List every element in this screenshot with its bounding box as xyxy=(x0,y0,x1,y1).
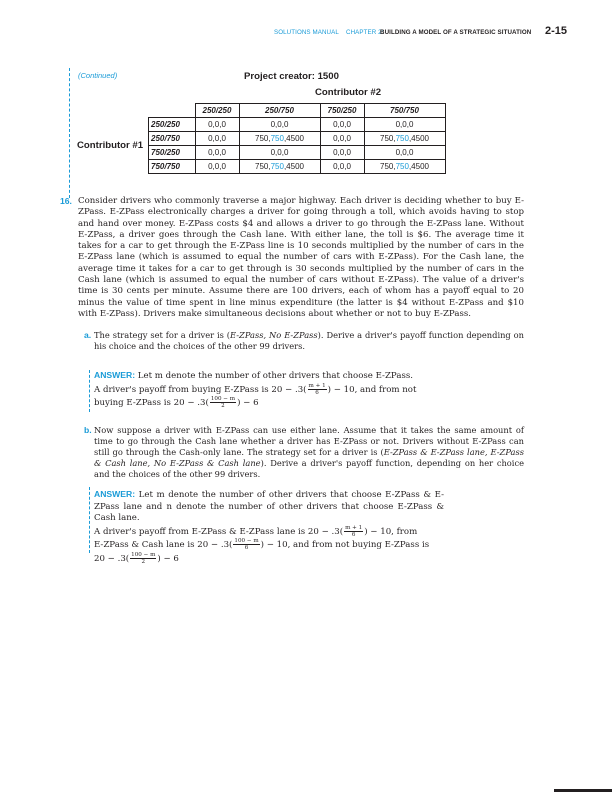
numerator: 100 − m xyxy=(234,538,259,545)
payoff-part: 750, xyxy=(255,134,271,143)
row-header: 750/250 xyxy=(149,146,196,160)
answer-b-line4a: 20 − .3( xyxy=(94,553,130,564)
table-cell xyxy=(239,132,320,146)
continued-marker xyxy=(69,68,70,198)
answer-a-line1 xyxy=(94,370,444,383)
part-a-label: a. xyxy=(84,330,92,340)
header-manual: SOLUTIONS MANUAL xyxy=(274,29,339,36)
fraction xyxy=(233,538,259,551)
part-a-post: ). Derive a driver's payoff function depending on his choice and the choices of the other 99 drivers. xyxy=(94,330,524,351)
table-corner xyxy=(149,104,196,118)
denominator: 6 xyxy=(315,389,319,396)
answer-b-intro: Let m denote the number of other drivers that choose E-ZPass & E-ZPass lane and n denote the number of other drivers that choose E-ZPass & Cash lane. xyxy=(94,490,445,524)
header-chapter: CHAPTER 2: xyxy=(346,29,384,36)
payoff-part: 750 xyxy=(270,134,284,143)
table-cell xyxy=(364,132,445,146)
payoff-part: ,4500 xyxy=(283,162,304,171)
numerator: m + 1 xyxy=(345,524,363,531)
col-header: 750/750 xyxy=(364,104,445,118)
payoff-part: 750 xyxy=(395,134,409,143)
table-cell xyxy=(364,160,445,174)
answer-a-label: ANSWER: xyxy=(94,370,136,380)
denominator: 6 xyxy=(351,531,356,538)
part-a-text xyxy=(94,330,524,352)
header-title: BUILDING A MODEL OF A STRATEGIC SITUATION xyxy=(380,29,532,36)
answer-a-line3a: buying E-ZPass is 20 − .3( xyxy=(94,398,209,409)
table-cell: 0,0,0 xyxy=(195,118,239,132)
fraction xyxy=(344,525,363,538)
fraction xyxy=(130,552,156,565)
answer-b-line2a: A driver's payoff from E-ZPass & E-ZPass lane is 20 − .3( xyxy=(94,526,344,537)
table-cell: 0,0,0 xyxy=(195,132,239,146)
answer-b-line2 xyxy=(94,525,444,539)
table-cell xyxy=(239,160,320,174)
contributor1-label: Contributor #1 xyxy=(77,140,144,151)
payoff-part: 750 xyxy=(270,162,284,171)
denominator: 2 xyxy=(221,403,225,410)
page-number: 2-15 xyxy=(545,25,568,37)
answer-b-label: ANSWER: xyxy=(94,489,136,499)
payoff-part: 750 xyxy=(395,162,409,171)
table-cell: 0,0,0 xyxy=(364,118,445,132)
table-cell: 0,0,0 xyxy=(364,146,445,160)
col-header: 250/750 xyxy=(239,104,320,118)
answer-a-marker xyxy=(89,370,90,412)
table-row xyxy=(149,146,446,160)
problem-text: Consider drivers who commonly traverse a major highway. Each driver is deciding whether to buy E-ZPass. E-ZPass electronically charges a driver for going through a toll, which avoids having to stop and hand over money. E-ZPass costs $4 and allows a driver to go through the E-ZPass lane. Without E-ZPass, a driver goes through the Cash lane. With either lane, the toll is $6. The average time it takes for a car to get through the E-ZPass line is 10 seconds multiplied by the number of cars in the E-ZPass lane (which is assumed to equal the number of cars with E-ZPass). For the Cash lane, the average time it takes for a car to get through is 30 seconds multiplied by the number of cars in the Cash lane (which is assumed to equal the number of cars without E-ZPass). The value of a driver's time is 30 cents per minute. Assume there are 100 drivers, each of whom has a payoff equal to 20 minus the value of time spent in line minus expenditure (the latter is $4 without E-ZPass and $10 with E-ZPass). Drivers make simultaneous decisions about whether or not to buy E-ZPass. xyxy=(78,196,524,319)
table-cell: 0,0,0 xyxy=(320,146,364,160)
row-header: 250/250 xyxy=(149,118,196,132)
row-header: 250/750 xyxy=(149,132,196,146)
payoff-part: ,4500 xyxy=(408,134,429,143)
answer-b-marker xyxy=(89,487,90,553)
part-b-italic: E-ZPass & E-ZPass lane, E-ZPass & Cash lane, No E-ZPass & Cash lane xyxy=(94,447,524,468)
payoff-table xyxy=(148,103,446,174)
answer-a-line2b: ) − 10, and from not xyxy=(327,384,417,395)
table-row xyxy=(149,132,446,146)
answer-b-line4b: ) − 6 xyxy=(157,553,179,564)
project-creator-label: Project creator: 1500 xyxy=(244,71,339,82)
part-b-text2: ). Derive a driver's payoff function, depending on her choice and the choices of the other 99 drivers. xyxy=(94,458,525,479)
answer-a-line2 xyxy=(94,383,444,397)
fraction xyxy=(210,396,236,409)
answer-a-line3b: ) − 6 xyxy=(237,398,259,409)
answer-a-line2a: A driver's payoff from buying E-ZPass is 20 − .3( xyxy=(94,384,307,395)
answer-b-line1 xyxy=(94,489,444,525)
part-b-text1: Now suppose a driver with E-ZPass can use either lane. Assume that it takes the same amount of time to go through the Cash lane whether a driver has E-ZPass or not. Drivers without E-ZPass can still go through the Cash-only lane. The strategy set for a driver is ( xyxy=(94,425,524,457)
row-header: 750/750 xyxy=(149,160,196,174)
payoff-part: ,4500 xyxy=(283,134,304,143)
continued-label: (Continued) xyxy=(78,71,118,80)
col-header: 250/250 xyxy=(195,104,239,118)
answer-a-intro: Let m denote the number of other drivers that choose E-ZPass. xyxy=(137,371,413,381)
answer-a xyxy=(94,370,444,410)
numerator: 100 − m xyxy=(131,551,156,558)
answer-b-line2b: ) − 10, from xyxy=(364,526,418,537)
payoff-part: 750, xyxy=(380,162,396,171)
table-row xyxy=(149,118,446,132)
numerator: 100 − m xyxy=(210,396,236,403)
payoff-part: 750, xyxy=(255,162,271,171)
answer-b xyxy=(94,489,444,566)
part-b-label: b. xyxy=(84,425,92,435)
table-header-row xyxy=(149,104,446,118)
part-a-pre: The strategy set for a driver is ( xyxy=(94,330,231,340)
part-b-text xyxy=(94,425,524,480)
payoff-part: ,4500 xyxy=(408,162,429,171)
fraction xyxy=(308,383,327,396)
col-header: 750/250 xyxy=(320,104,364,118)
part-a-italic: E-ZPass, No E-ZPass xyxy=(230,330,318,340)
denominator: 6 xyxy=(244,545,249,552)
numerator: m + 1 xyxy=(308,382,326,389)
answer-b-line3b: ) − 10, and from not buying E-ZPass is xyxy=(260,540,430,551)
payoff-part: 750, xyxy=(380,134,396,143)
denominator: 2 xyxy=(141,558,146,565)
table-cell: 0,0,0 xyxy=(239,146,320,160)
answer-b-line3a: E-ZPass & Cash lane is 20 − .3( xyxy=(94,540,233,551)
table-cell: 0,0,0 xyxy=(320,118,364,132)
table-row xyxy=(149,160,446,174)
answer-b-line3 xyxy=(94,538,444,552)
table-cell: 0,0,0 xyxy=(320,160,364,174)
table-cell: 0,0,0 xyxy=(239,118,320,132)
answer-a-line3 xyxy=(94,396,444,410)
contributor2-label: Contributor #2 xyxy=(315,87,382,98)
table-cell: 0,0,0 xyxy=(195,146,239,160)
table-cell: 0,0,0 xyxy=(320,132,364,146)
problem-number: 16. xyxy=(60,196,72,206)
answer-b-line4 xyxy=(94,552,444,566)
table-cell: 0,0,0 xyxy=(195,160,239,174)
